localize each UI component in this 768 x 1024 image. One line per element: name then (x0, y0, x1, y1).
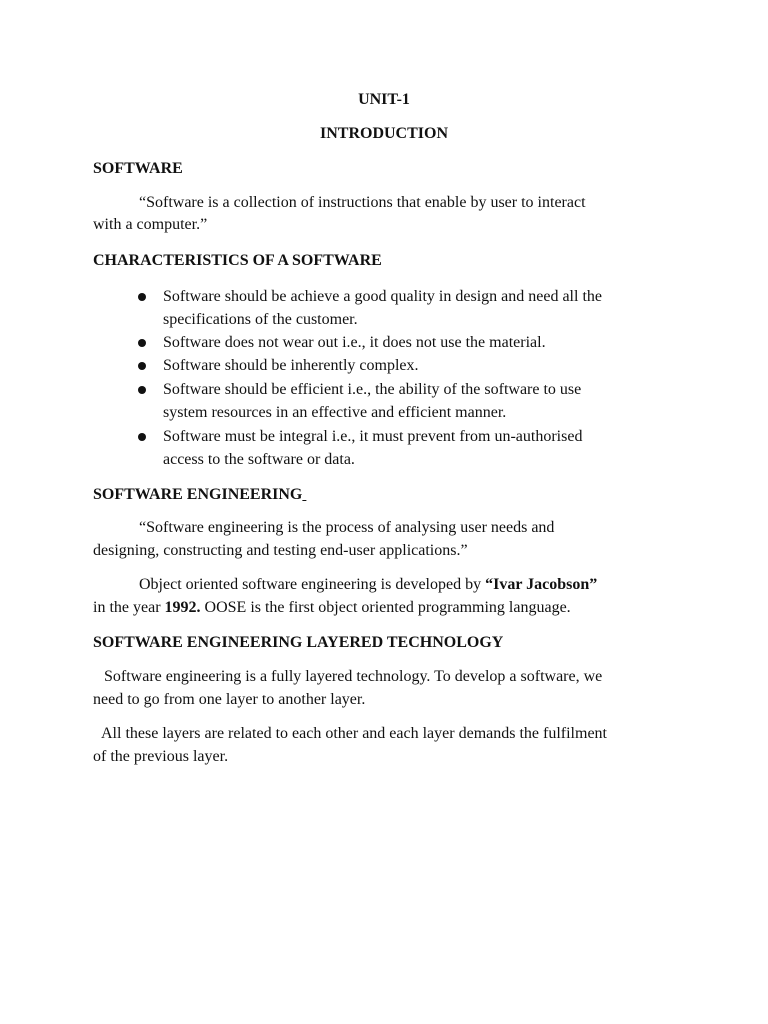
layered-para2-line1: All these layers are related to each other and each layer demands the fulfilment (101, 725, 607, 742)
oose-person: “Ivar Jacobson” (485, 576, 598, 593)
bullet-icon (138, 293, 146, 301)
bullet-icon (138, 339, 146, 347)
characteristics-heading: CHARACTERISTICS OF A SOFTWARE (93, 252, 382, 269)
layered-para2-line2: of the previous layer. (93, 748, 229, 765)
list-item-continuation: access to the software or data. (163, 451, 355, 468)
oose-line1 (139, 573, 597, 596)
list-item-continuation: specifications of the customer. (163, 311, 358, 328)
page-title: INTRODUCTION (319, 125, 448, 142)
software-definition-line1: “Software is a collection of instructions that enable by user to interact (139, 194, 586, 211)
list-item: Software should be efficient i.e., the ability of the software to use (163, 381, 582, 398)
list-item: Software should be inherently complex. (163, 357, 419, 374)
software-definition-line2: with a computer.” (93, 216, 208, 233)
bullet-icon (138, 433, 146, 441)
bullet-icon (138, 386, 146, 394)
software-engineering-heading (93, 483, 306, 506)
software-engineering-definition-line2: designing, constructing and testing end-user applications.” (93, 542, 468, 559)
layered-para1-line2: need to go from one layer to another layer. (93, 691, 366, 708)
layered-para1-line1: Software engineering is a fully layered technology. To develop a software, we (104, 668, 603, 685)
oose-line2-prefix: in the year (93, 599, 165, 616)
oose-year: 1992. (164, 599, 201, 616)
list-item: Software should be achieve a good quality in design and need all the (163, 288, 602, 305)
layered-technology-heading: SOFTWARE ENGINEERING LAYERED TECHNOLOGY (93, 634, 504, 651)
oose-line1-text: Object oriented software engineering is developed by (139, 576, 486, 593)
list-item: Software must be integral i.e., it must prevent from un-authorised (163, 428, 583, 445)
software-engineering-definition-line1: “Software engineering is the process of analysing user needs and (139, 519, 555, 536)
unit-heading: UNIT-1 (358, 91, 410, 108)
list-item-continuation: system resources in an effective and efficient manner. (163, 404, 507, 421)
heading-underline (302, 486, 306, 503)
bullet-icon (138, 362, 146, 370)
oose-line2 (93, 596, 571, 619)
list-item: Software does not wear out i.e., it does not use the material. (163, 334, 546, 351)
oose-line2-suffix: OOSE is the first object oriented programming language. (200, 599, 571, 616)
software-engineering-heading-text: SOFTWARE ENGINEERING (93, 486, 303, 503)
software-heading: SOFTWARE (93, 160, 183, 177)
